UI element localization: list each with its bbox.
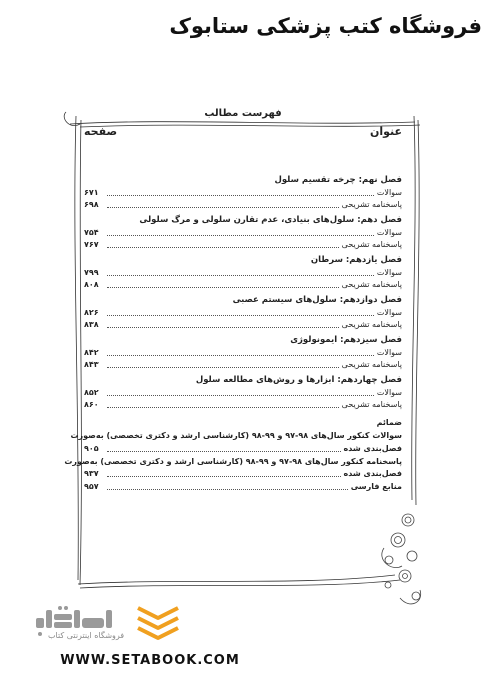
dot-leader <box>107 489 348 490</box>
dot-leader <box>107 275 374 276</box>
dot-leader <box>107 247 339 248</box>
chapter-heading: فصل سیزدهم: ایمونولوژی <box>290 335 402 345</box>
website-url[interactable]: WWW.SETABOOK.COM <box>60 653 240 668</box>
entry-label: سوالات <box>376 387 402 397</box>
dot-leader <box>107 476 341 477</box>
dot-leader <box>107 287 339 288</box>
toc-entry <box>84 186 402 199</box>
dot-leader <box>107 355 374 356</box>
entry-page: ۸۴۲ <box>84 347 99 357</box>
entry-label: پاسخنامه تشریحی <box>341 280 402 289</box>
dot-leader <box>107 451 341 452</box>
entry-page: ۹۰۵ <box>84 443 99 453</box>
dot-leader <box>107 327 339 328</box>
appendix-questions-line: سوالات کنکور سال‌های ۹۸-۹۷ و ۹۹-۹۸ (کارشناسی ارشد و دکتری تخصصی) به‌صورت <box>70 431 402 440</box>
dot-leader <box>107 195 374 196</box>
chapter-heading: فصل نهم: چرخه تقسیم سلول <box>274 175 402 185</box>
dot-leader <box>107 395 374 396</box>
toc-entry <box>84 226 402 239</box>
entry-label: سوالات <box>376 267 402 277</box>
toc-header <box>84 125 402 138</box>
toc-entry <box>84 306 402 319</box>
entry-label: پاسخنامه تشریحی <box>341 320 402 329</box>
column-page: صفحه <box>84 125 118 138</box>
toc-entry <box>84 279 402 292</box>
toc-entry <box>84 442 402 455</box>
entry-page: ۸۵۲ <box>84 387 99 397</box>
entry-label: فصل‌بندی شده <box>343 443 402 453</box>
toc-entry <box>84 468 402 481</box>
toc-entry <box>84 319 402 332</box>
entry-label: منابع فارسی <box>350 481 402 491</box>
entry-page: ۹۵۷ <box>84 481 99 491</box>
entry-label: پاسخنامه تشریحی <box>341 240 402 249</box>
chapter-heading: فصل چهاردهم: ابزارها و روش‌های مطالعه سلول <box>195 375 402 385</box>
entry-label: پاسخنامه تشریحی <box>341 360 402 369</box>
toc-entry <box>84 359 402 372</box>
toc-entry <box>84 199 402 212</box>
entry-page: ۶۷۱ <box>84 187 99 197</box>
entry-label: پاسخنامه تشریحی <box>341 400 402 409</box>
entry-page: ۸۴۳ <box>84 360 99 369</box>
entry-page: ۹۳۷ <box>84 469 99 478</box>
entry-page: ۸۰۸ <box>84 280 99 289</box>
toc-entry <box>84 266 402 279</box>
toc-entry <box>84 386 402 399</box>
entry-page: ۸۶۰ <box>84 400 99 409</box>
dot-leader <box>107 207 339 208</box>
toc-title: فهرست مطالب <box>204 108 282 119</box>
dot-leader <box>107 235 374 236</box>
chapter-heading: فصل دوازدهم: سلول‌های سیستم عصبی <box>232 295 402 305</box>
entry-page: ۷۶۷ <box>84 240 99 249</box>
entry-page: ۶۹۸ <box>84 200 99 209</box>
toc-rows <box>84 174 402 411</box>
entry-label: پاسخنامه تشریحی <box>341 200 402 209</box>
entry-label: سوالات <box>376 307 402 317</box>
appendix-section <box>64 417 402 493</box>
chapter-heading: فصل دهم: سلول‌های بنیادی، عدم تقارن سلولی و مرگ سلولی <box>139 215 402 225</box>
chapter-heading: فصل یازدهم: سرطان <box>310 255 402 265</box>
entry-page: ۸۳۸ <box>84 320 99 329</box>
dot-leader <box>107 407 339 408</box>
entry-label: فصل‌بندی شده <box>343 469 402 478</box>
dot-leader <box>107 367 339 368</box>
entry-page: ۷۵۴ <box>84 227 99 237</box>
entry-label: سوالات <box>376 227 402 237</box>
entry-page: ۸۲۶ <box>84 307 99 317</box>
column-subject: عنوان <box>369 125 402 138</box>
toc-entry <box>84 239 402 252</box>
entry-label: سوالات <box>376 347 402 357</box>
appendix-answers-line: پاسخنامه کنکور سال‌های ۹۸-۹۷ و ۹۹-۹۸ (کارشناسی ارشد و دکتری تخصصی) به‌صورت <box>64 456 402 466</box>
dot-leader <box>107 315 374 316</box>
table-of-contents <box>64 108 402 493</box>
entry-page: ۷۹۹ <box>84 267 99 277</box>
toc-entry <box>84 480 402 493</box>
entry-label: سوالات <box>376 187 402 197</box>
logo-subtitle: فروشگاه اینترنتی کتاب <box>48 631 125 640</box>
appendix-title: ضمائم <box>376 418 402 427</box>
toc-entry <box>84 346 402 359</box>
toc-entry <box>84 399 402 412</box>
store-title: فروشگاه کتب پزشکی ستابوک <box>169 14 482 38</box>
